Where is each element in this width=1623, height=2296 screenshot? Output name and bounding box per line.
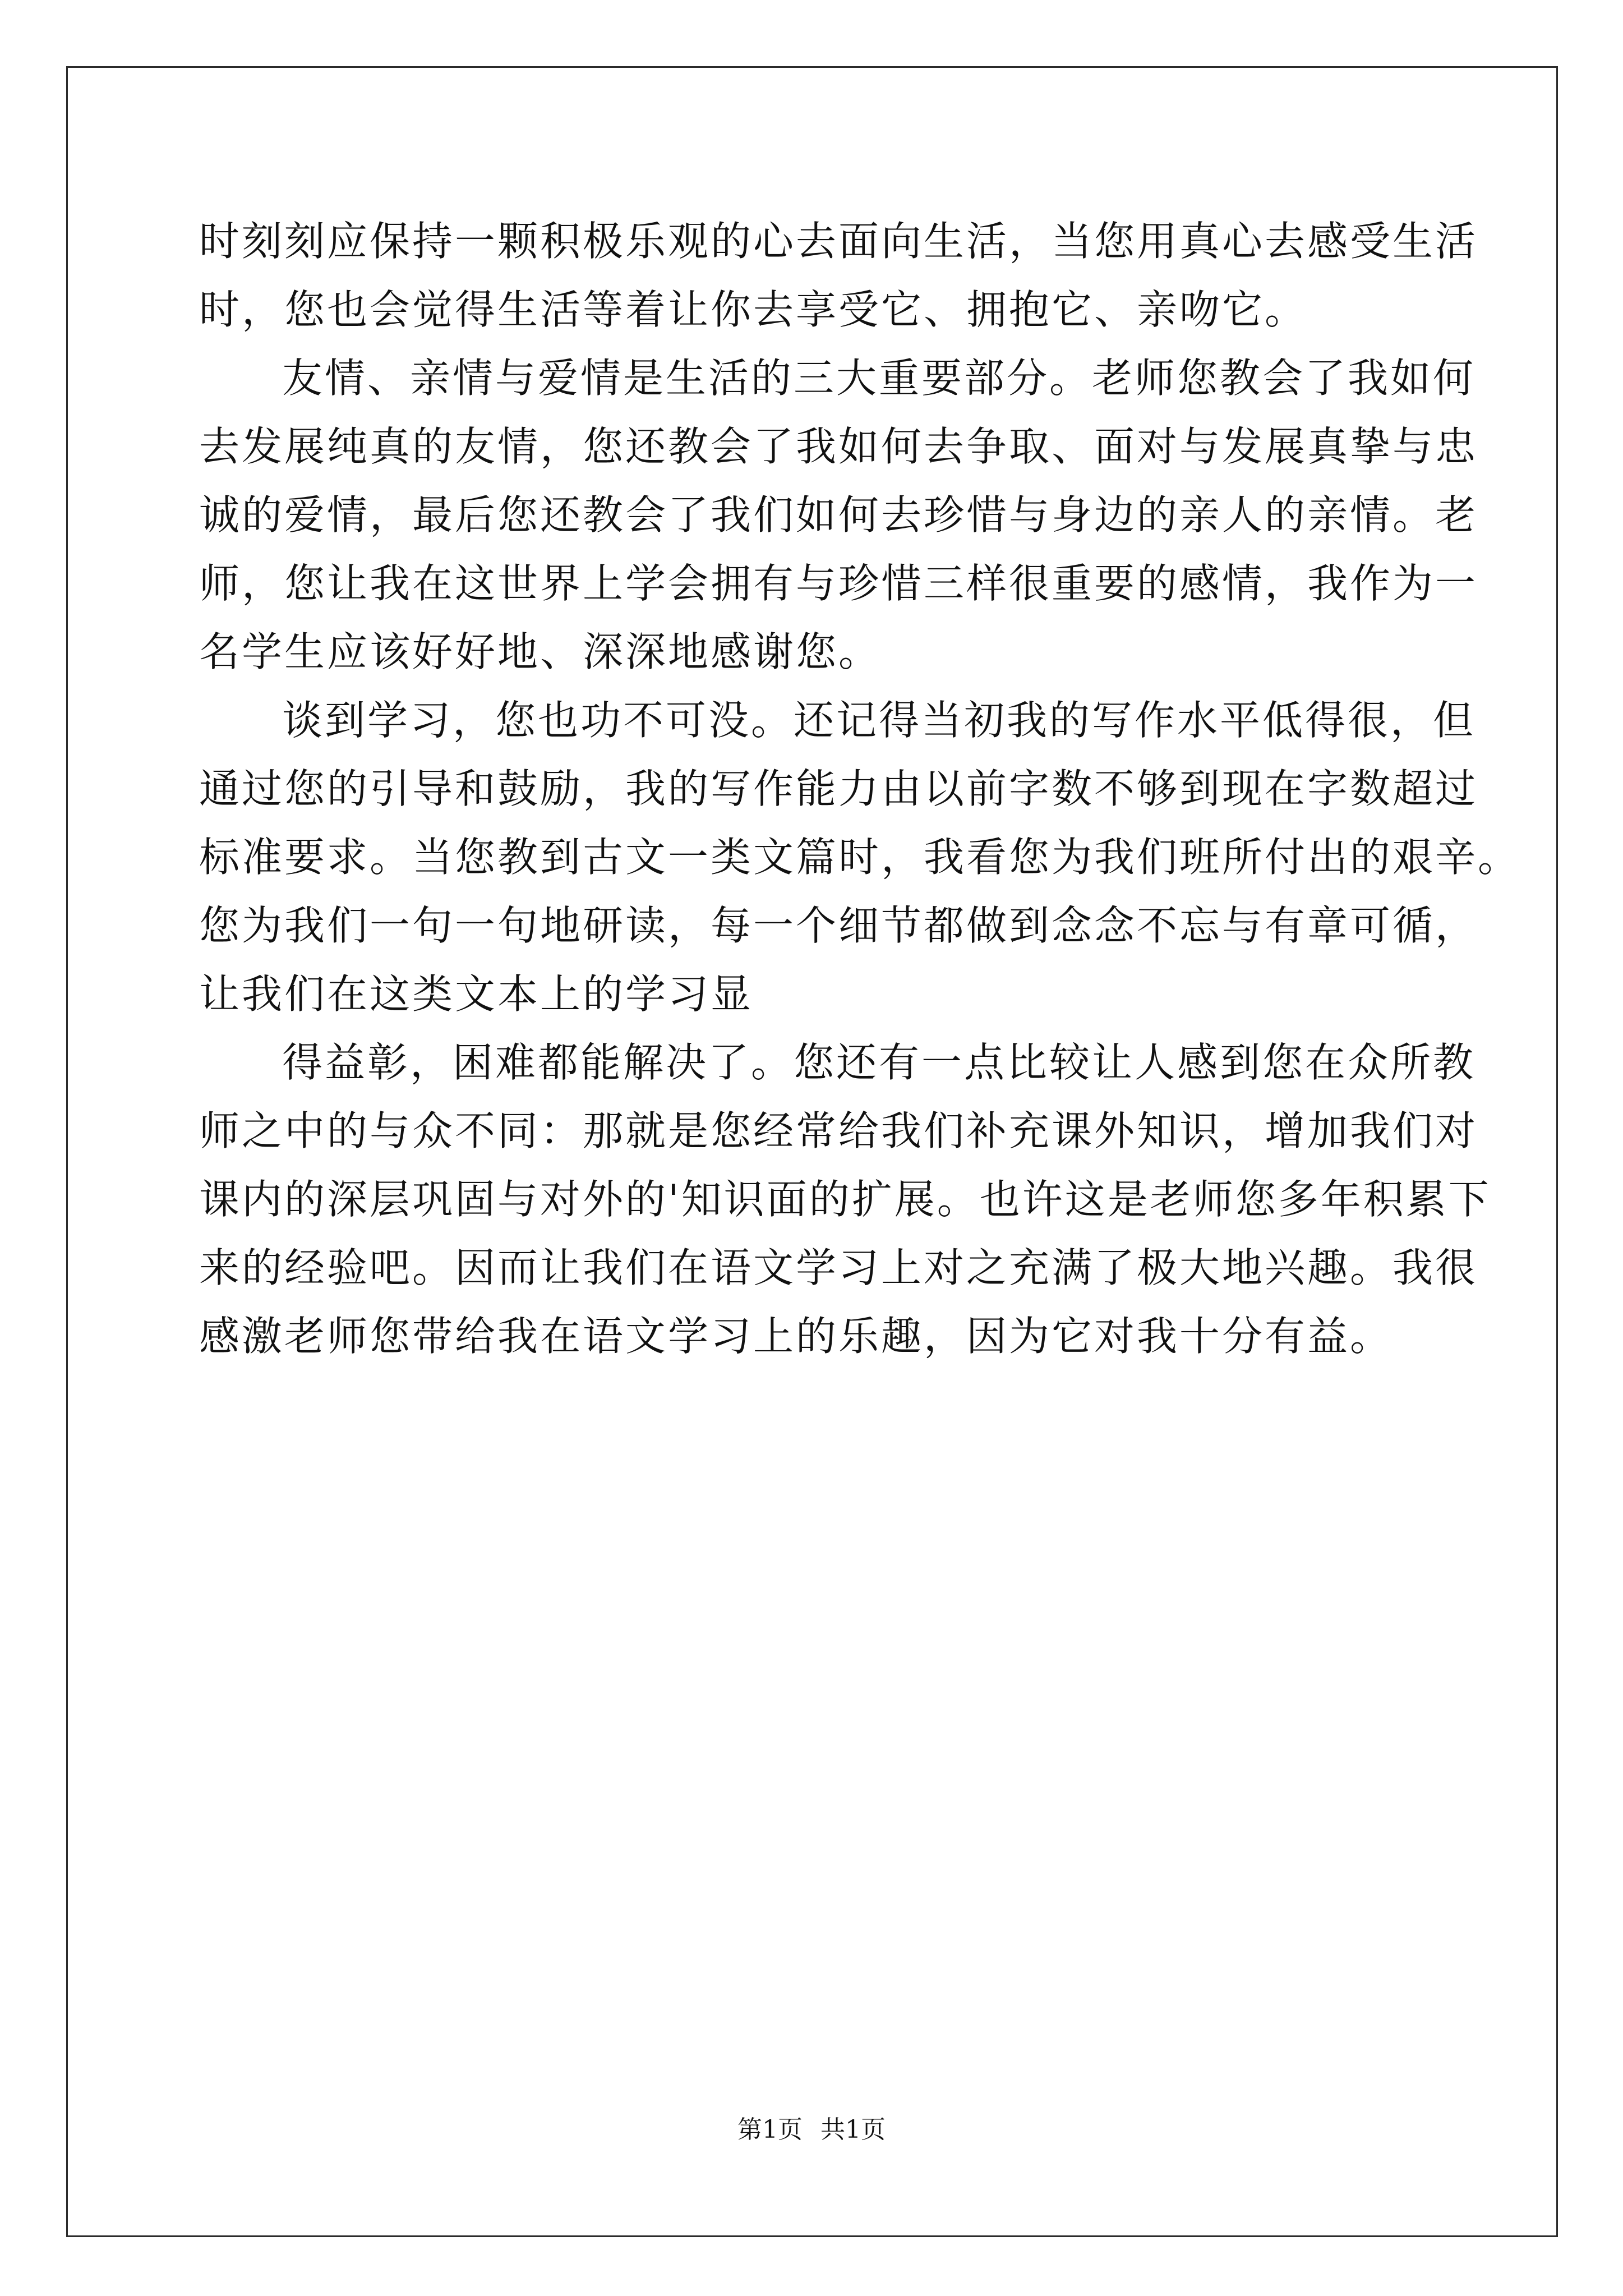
text-line: 感激老师您带给我在语文学习上的乐趣，因为它对我十分有益。: [199, 1313, 1393, 1360]
text-line: 通过您的引导和鼓励，我的写作能力由以前字数不够到现在字数超过: [199, 765, 1478, 812]
text-line: 师之中的与众不同：那就是您经常给我们补充课外知识，增加我们对: [199, 1107, 1478, 1154]
text-line: 课内的深层巩固与对外的'知识面的扩展。也许这是老师您多年积累下: [199, 1176, 1491, 1223]
page-total: 共1页: [820, 2115, 886, 2144]
text-line: 时，您也会觉得生活等着让你去享受它、拥抱它、亲吻它。: [199, 286, 1308, 333]
page-footer: [0, 2109, 1623, 2145]
page-number: 第1页: [737, 2115, 803, 2144]
text-line: 去发展纯真的友情，您还教会了我如何去争取、面对与发展真挚与忠: [199, 423, 1478, 470]
text-line: 诚的爱情，最后您还教会了我们如何去珍惜与身边的亲人的亲情。老: [199, 491, 1478, 539]
paragraph-start-line: 得益彰，困难都能解决了。您还有一点比较让人感到您在众所教: [282, 1039, 1476, 1086]
text-line: 来的经验吧。因而让我们在语文学习上对之充满了极大地兴趣。我很: [199, 1244, 1478, 1291]
text-line: 时刻刻应保持一颗积极乐观的心去面向生活，当您用真心去感受生活: [199, 218, 1478, 265]
text-line: 您为我们一句一句地研读，每一个细节都做到念念不忘与有章可循，: [199, 902, 1478, 949]
paragraph-start-line: 友情、亲情与爱情是生活的三大重要部分。老师您教会了我如何: [282, 355, 1476, 402]
text-line: 名学生应该好好地、深深地感谢您。: [199, 628, 882, 675]
text-line: 让我们在这类文本上的学习显: [199, 970, 754, 1018]
text-line: 标准要求。当您教到古文一类文篇时，我看您为我们班所付出的艰辛。: [199, 834, 1521, 881]
paragraph-start-line: 谈到学习，您也功不可没。还记得当初我的写作水平低得很，但: [282, 697, 1476, 744]
text-line: 师，您让我在这世界上学会拥有与珍惜三样很重要的感情，我作为一: [199, 560, 1478, 607]
